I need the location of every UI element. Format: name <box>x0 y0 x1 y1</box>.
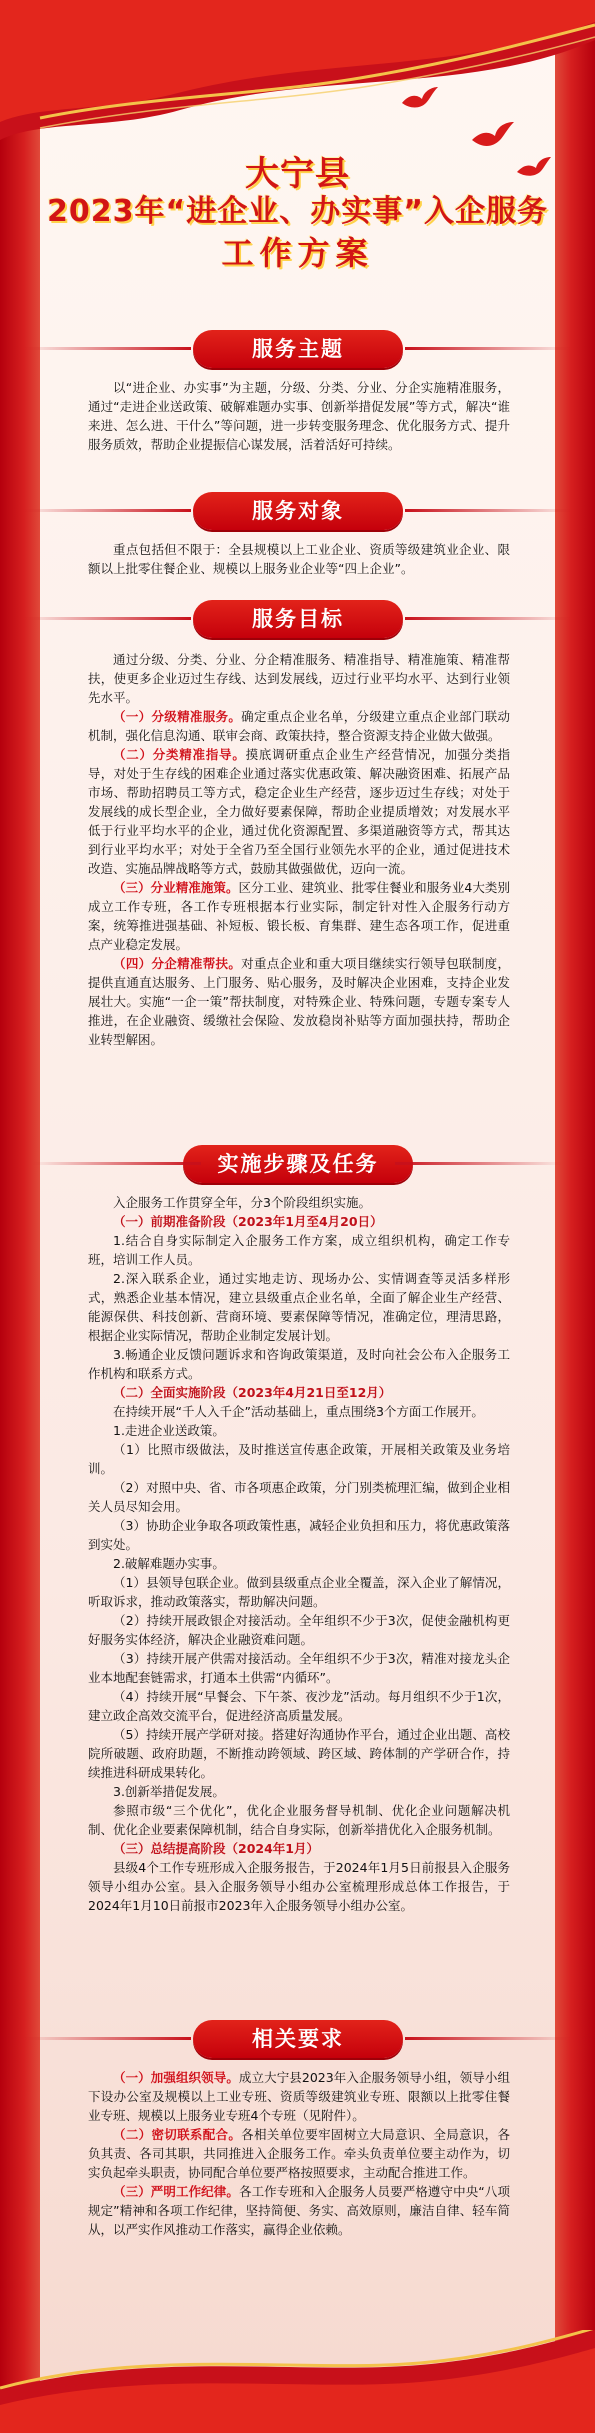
paragraph: 通过分级、分类、分业、分企精准服务、精准指导、精准施策、精准帮扶，使更多企业迈过生存线、达到发展线，迈过行业平均水平、达到行业领先水平。 <box>88 652 510 705</box>
title-plan: 工作方案 <box>221 234 374 272</box>
phase-heading: （二）全面实施阶段（2023年4月21日至12月） <box>113 1385 392 1400</box>
section-heading-targets: 服务对象 <box>193 492 403 530</box>
paragraph: （2）持续开展政银企对接活动。全年组织不少于3次，促使金融机构更好服务实体经济，解决企业融资难问题。 <box>88 1613 510 1647</box>
paragraph: （5）持续开展产学研对接。搭建好沟通协作平台，通过企业出题、高校院所破题、政府助题，不断推动跨领域、跨区域、跨体制的产学研合作，持续推进科研成果转化。 <box>88 1727 510 1780</box>
title-program: 2023年“进企业、办实事”入企服务 <box>47 194 548 229</box>
paragraph: （四）分企精准帮扶。对重点企业和重大项目继续实行领导包联制度，提供直通直达服务、上门服务、贴心服务，及时解决企业困难，支持企业发展壮大。实施“一企一策”帮扶制度，对特殊企业、特殊问题，专题专案专人推进，在企业融资、缓缴社会保险、发放稳岗补贴等方面加强扶持，帮助企业转型解困。 <box>88 956 510 1047</box>
paragraph: （三）严明工作纪律。各工作专班和入企服务人员要严格遵守中央“八项规定”精神和各项工作纪律，坚持简便、务实、高效原则，廉洁自律、轻车简从，以严实作风推动工作落实，赢得企业依赖。 <box>88 2184 510 2237</box>
paragraph: 1.走进企业送政策。 <box>113 1423 225 1438</box>
paragraph-lead: （二）密切联系配合。 <box>113 2127 242 2142</box>
paragraph: 1.结合自身实际制定入企服务工作方案，成立组织机构，确定工作专班，培训工作人员。 <box>88 1233 510 1267</box>
dove-icon <box>400 85 440 115</box>
paragraph-lead: （四）分企精准帮扶。 <box>113 956 242 971</box>
section-heading-goals: 服务目标 <box>193 600 403 638</box>
section-body-requirements <box>88 2068 510 2239</box>
paragraph: （3）协助企业争取各项政策性惠，减轻企业负担和压力，将优惠政策落到实处。 <box>88 1518 510 1552</box>
paragraph-lead: （一）加强组织领导。 <box>113 2070 239 2085</box>
phase-heading: （一）前期准备阶段（2023年1月至4月20日） <box>113 1214 383 1229</box>
paragraph: （2）对照中央、省、市各项惠企政策，分门别类梳理汇编，做到企业相关人员尽知会用。 <box>88 1480 510 1514</box>
section-body-theme <box>88 378 510 454</box>
paragraph: （一）分级精准服务。确定重点企业名单，分级建立重点企业部门联动机制，强化信息沟通、联审会商、政策扶持，整合资源支持企业做大做强。 <box>88 709 510 743</box>
paragraph-lead: （一）分级精准服务。 <box>113 709 242 724</box>
paragraph-lead: （三）分业精准施策。 <box>113 880 239 895</box>
paragraph: 重点包括但不限于：全县规模以上工业企业、资质等级建筑业企业、限额以上批零住餐企业、规模以上服务业企业等“四上企业”。 <box>88 542 510 576</box>
section-body-targets <box>88 540 510 578</box>
paragraph: 3.畅通企业反馈问题诉求和咨询政策渠道，及时向社会公布入企服务工作机构和联系方式。 <box>88 1347 510 1381</box>
paragraph: （二）密切联系配合。各相关单位要牢固树立大局意识、全局意识，各负其责、各司其职，共同推进入企服务工作。牵头负责单位要主动作为，切实负起牵头职责，协同配合单位要严格按照要求，主动配合推进工作。 <box>88 2127 510 2180</box>
paragraph: 参照市级“三个优化”，优化企业服务督导机制、优化企业问题解决机制、优化企业要素保障机制，结合自身实际，创新举措优化入企服务机制。 <box>88 1803 510 1837</box>
left-red-border <box>0 0 40 2433</box>
section-heading-steps: 实施步骤及任务 <box>183 1145 413 1183</box>
section-heading-requirements: 相关要求 <box>193 2020 403 2058</box>
paragraph <box>88 1839 510 1858</box>
paragraph: 3.创新举措促发展。 <box>113 1784 225 1799</box>
paragraph: （1）比照市级做法，及时推送宣传惠企政策，开展相关政策及业务培训。 <box>88 1442 510 1476</box>
paragraph-lead: （二）分类精准指导。 <box>113 747 246 762</box>
section-body-goals <box>88 650 510 1049</box>
paragraph: （三）分业精准施策。区分工业、建筑业、批零住餐业和服务业4大类别成立工作专班，各工作专班根据本行业实际，制定针对性入企服务行动方案，统筹推进强基础、补短板、锻长板、育集群、建生态各项工作，促进重点产业稳定发展。 <box>88 880 510 952</box>
section-heading-theme: 服务主题 <box>193 330 403 368</box>
paragraph: 入企服务工作贯穿全年，分3个阶段组织实施。 <box>113 1195 371 1210</box>
phase-heading: （三）总结提高阶段（2024年1月） <box>113 1841 319 1856</box>
section-body-steps <box>88 1193 510 1915</box>
title-county: 大宁县 <box>245 154 350 194</box>
paragraph: （二）分类精准指导。摸底调研重点企业生产经营情况，加强分类指导，对处于生存线的困难企业通过落实优惠政策、解决融资困难、拓展产品市场、帮助招聘员工等方式，稳定企业生产经营，逐步迈过生存线；对处于发展线的成长型企业，全力做好要素保障，帮助企业提质增效；对发展水平低于行业平均水平的企业，通过优化资源配置、多渠道融资等方式，帮其达到行业平均水平；对处于全省乃至全国行业领先水平的企业，通过促进技术改造、实施品牌战略等方式，鼓励其做强做优，迈向一流。 <box>88 747 510 876</box>
paragraph: （一）加强组织领导。成立大宁县2023年入企服务领导小组，领导小组下设办公室及规模以上工业专班、资质等级建筑业专班、限额以上批零住餐业专班、规模以上服务业专班4个专班（见附件）。 <box>88 2070 510 2123</box>
paragraph <box>88 1212 510 1231</box>
paragraph-lead: （三）严明工作纪律。 <box>113 2184 239 2199</box>
paragraph: 2.破解难题办实事。 <box>113 1556 225 1571</box>
paragraph: （4）持续开展“早餐会、下午茶、夜沙龙”活动。每月组织不少于1次，建立政企高效交流平台，促进经济高质量发展。 <box>88 1689 510 1723</box>
paragraph: 县级4个工作专班形成入企服务报告，于2024年1月5日前报县入企服务领导小组办公室。县入企服务领导小组办公室梳理形成总体工作报告，于2024年1月10日前报市2023年入企服务领导小组办公室。 <box>88 1860 510 1913</box>
right-red-border <box>555 0 595 2433</box>
paragraph: （1）县领导包联企业。做到县级重点企业全覆盖，深入企业了解情况，听取诉求，推动政策落实，帮助解决问题。 <box>88 1575 510 1609</box>
paragraph: 在持续开展“千人入千企”活动基础上，重点围绕3个方面工作展开。 <box>113 1404 484 1419</box>
paragraph: （3）持续开展产供需对接活动。全年组织不少于3次，精准对接龙头企业本地配套链需求，打通本土供需“内循环”。 <box>88 1651 510 1685</box>
paragraph: 以“进企业、办实事”为主题，分级、分类、分业、分企实施精准服务，通过“走进企业送政策、破解难题办实事、创新举措促发展”等方式，解决“谁来进、怎么进、干什么”等问题，进一步转变服务理念、优化服务方式、提升服务质效，帮助企业提振信心谋发展，活着活好可持续。 <box>88 380 510 452</box>
paragraph: 2.深入联系企业，通过实地走访、现场办公、实情调查等灵活多样形式，熟悉企业基本情况，建立县级重点企业名单，全面了解企业生产经营、能源保供、科技创新、营商环境、要素保障等情况，准确定位，理清思路，根据企业实际情况，帮助企业制定发展计划。 <box>88 1271 510 1343</box>
bottom-ribbon-decoration <box>0 2330 595 2433</box>
paragraph <box>88 1383 510 1402</box>
